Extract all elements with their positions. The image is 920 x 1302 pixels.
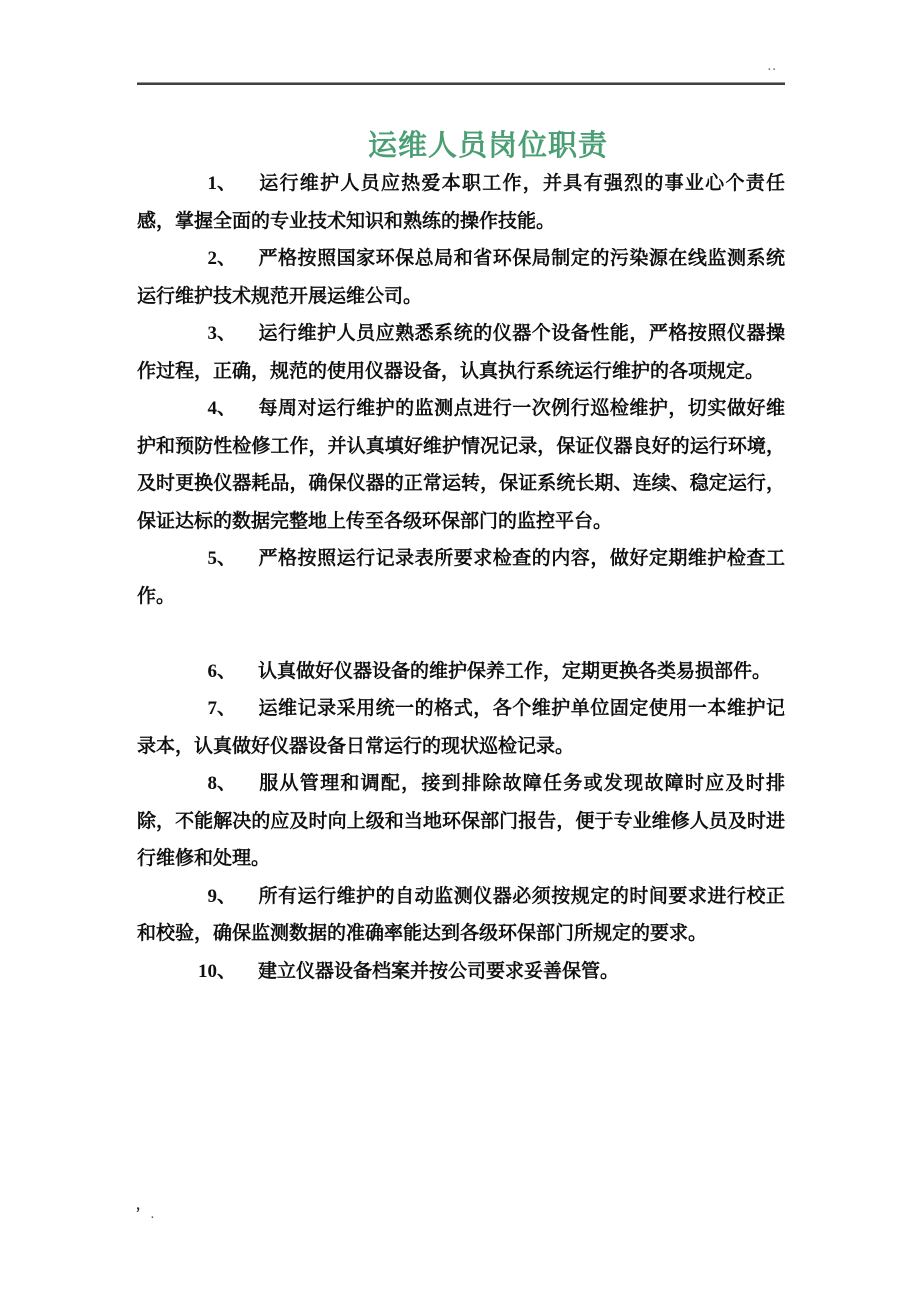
list-item-4 bbox=[137, 390, 785, 540]
list-item-number: 4、 bbox=[207, 398, 236, 419]
list-item-number: 3、 bbox=[207, 323, 236, 344]
footer-stray-mark-1: ， bbox=[136, 1197, 150, 1212]
list-item-7 bbox=[137, 690, 785, 765]
list-item-10 bbox=[137, 953, 785, 991]
list-item-text: 服从管理和调配，接到排除故障任务或发现故障时应及时排除，不能解决的应及时向上级和当地环保部门报告，便于专业维修人员及时进行维修和处理。 bbox=[137, 773, 785, 869]
list-item-text: 认真做好仪器设备的维护保养工作，定期更换各类易损部件。 bbox=[258, 660, 772, 682]
list-item-number: 9、 bbox=[207, 885, 236, 907]
footer-stray-mark-2: . bbox=[151, 1209, 154, 1221]
list-item-3 bbox=[137, 315, 785, 390]
list-item-number: 6、 bbox=[207, 660, 236, 682]
list-item-5 bbox=[137, 540, 785, 615]
list-item-number: 7、 bbox=[207, 698, 236, 719]
list-item-text: 运行维护人员应热爱本职工作，并具有强烈的事业心个责任感，掌握全面的专业技术知识和熟练的操作技能。 bbox=[137, 173, 785, 232]
header-divider bbox=[137, 82, 785, 85]
list-item-6 bbox=[137, 653, 785, 691]
list-item-text: 所有运行维护的自动监测仪器必须按规定的时间要求进行校正和校验，确保监测数据的准确率能达到各级环保部门所规定的要求。 bbox=[137, 885, 785, 944]
list-item-number: 10、 bbox=[197, 960, 236, 982]
list-item-1 bbox=[137, 165, 785, 240]
list-item-text: 严格按照国家环保总局和省环保局制定的污染源在线监测系统运行维护技术规范开展运维公司。 bbox=[137, 248, 785, 307]
header-corner-marks: .. bbox=[768, 61, 778, 73]
list-item-number: 2、 bbox=[207, 248, 236, 269]
list-item-text: 严格按照运行记录表所要求检查的内容，做好定期维护检查工作。 bbox=[137, 548, 785, 607]
list-item-number: 8、 bbox=[207, 773, 236, 794]
page-title: 运维人员岗位职责 bbox=[367, 130, 608, 163]
list-item-text: 运维记录采用统一的格式，各个维护单位固定使用一本维护记录本，认真做好仪器设备日常运行的现状巡检记录。 bbox=[137, 698, 785, 757]
list-item-2 bbox=[137, 240, 785, 315]
list-item-text: 每周对运行维护的监测点进行一次例行巡检维护，切实做好维护和预防性检修工作，并认真填好维护情况记录，保证仪器良好的运行环境，及时更换仪器耗品，确保仪器的正常运转，保证系统长期、连续、稳定运行，保证达标的数据完整地上传至各级环保部门的监控平台。 bbox=[137, 398, 785, 532]
list-item-number: 1、 bbox=[207, 173, 236, 194]
list-item-9 bbox=[137, 878, 785, 953]
document-body bbox=[137, 165, 785, 990]
list-item-number: 5、 bbox=[207, 548, 236, 569]
list-item-text: 运行维护人员应熟悉系统的仪器个设备性能，严格按照仪器操作过程，正确，规范的使用仪器设备，认真执行系统运行维护的各项规定。 bbox=[137, 323, 785, 382]
list-item-8 bbox=[137, 765, 785, 878]
list-item-text: 建立仪器设备档案并按公司要求妥善保管。 bbox=[258, 960, 620, 982]
